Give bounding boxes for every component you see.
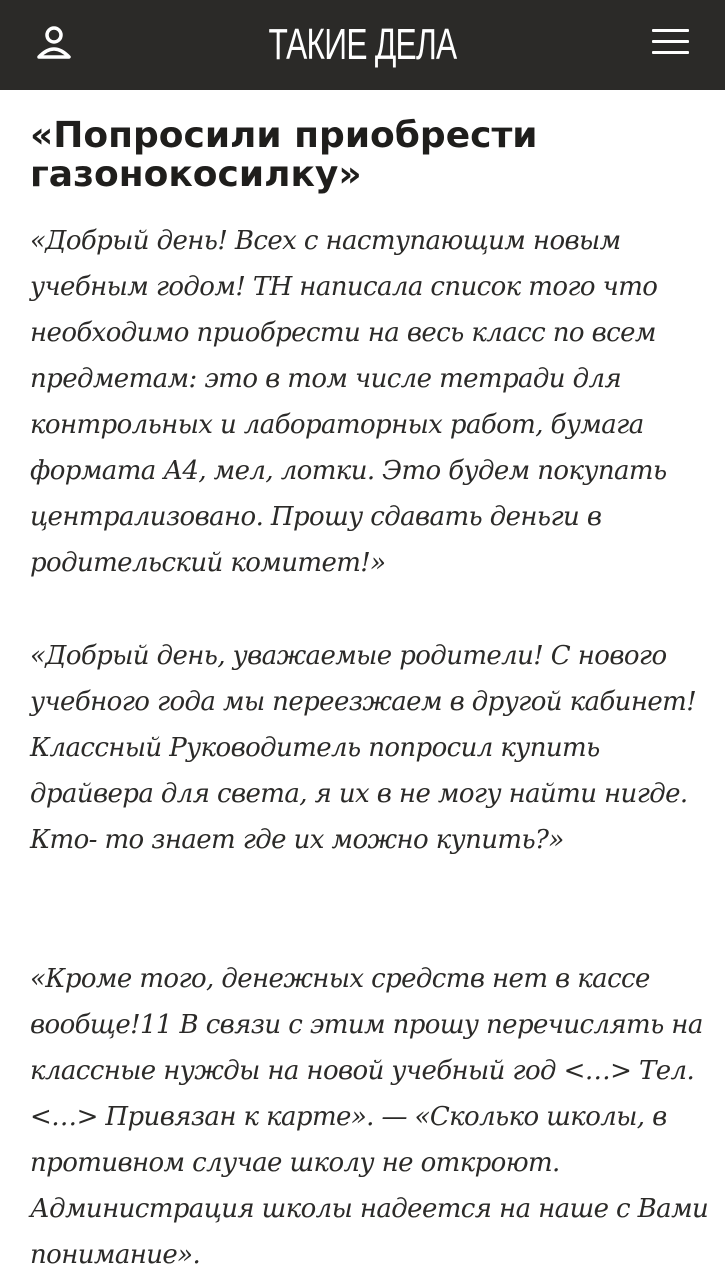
quote-paragraph: «Кроме того, денежных средств нет в кассе вообще!11 В связи с этим прошу перечислять на классные нужды на новой учебный год <…> Тел. <…> Привязан к карте». — «Сколько школы, в противном случае школу не откроют. Администрация школы надеется на наше с Вами понимание». <box>30 964 709 1270</box>
hamburger-menu-button[interactable] <box>645 22 697 66</box>
top-header <box>0 0 725 90</box>
article-title: «Попросили приобрести газонокосилку» <box>30 115 538 195</box>
quote-paragraph: «Добрый день, уважаемые родители! С нового учебного года мы переезжаем в другой кабинет! Классный Руководитель попросил купить драйвера для света, я их в не могу найти нигде. Кто- то знает где их можно купить?» <box>30 641 697 855</box>
hamburger-menu-icon <box>652 29 689 32</box>
user-icon <box>30 20 78 68</box>
quote-paragraph: «Добрый день! Всех с наступающим новым учебным годом! ТН написала список того что необходимо приобрести на весь класс по всем предметам: это в том числе тетради для контрольных и лабораторных работ, бумага формата А4, мел, лотки. Это будем покупать централизовано. Прошу сдавать деньги в родительский комитет!» <box>30 226 667 578</box>
site-logo[interactable]: ТАКИЕ ДЕЛА <box>268 20 457 69</box>
user-account-button[interactable] <box>30 20 78 68</box>
